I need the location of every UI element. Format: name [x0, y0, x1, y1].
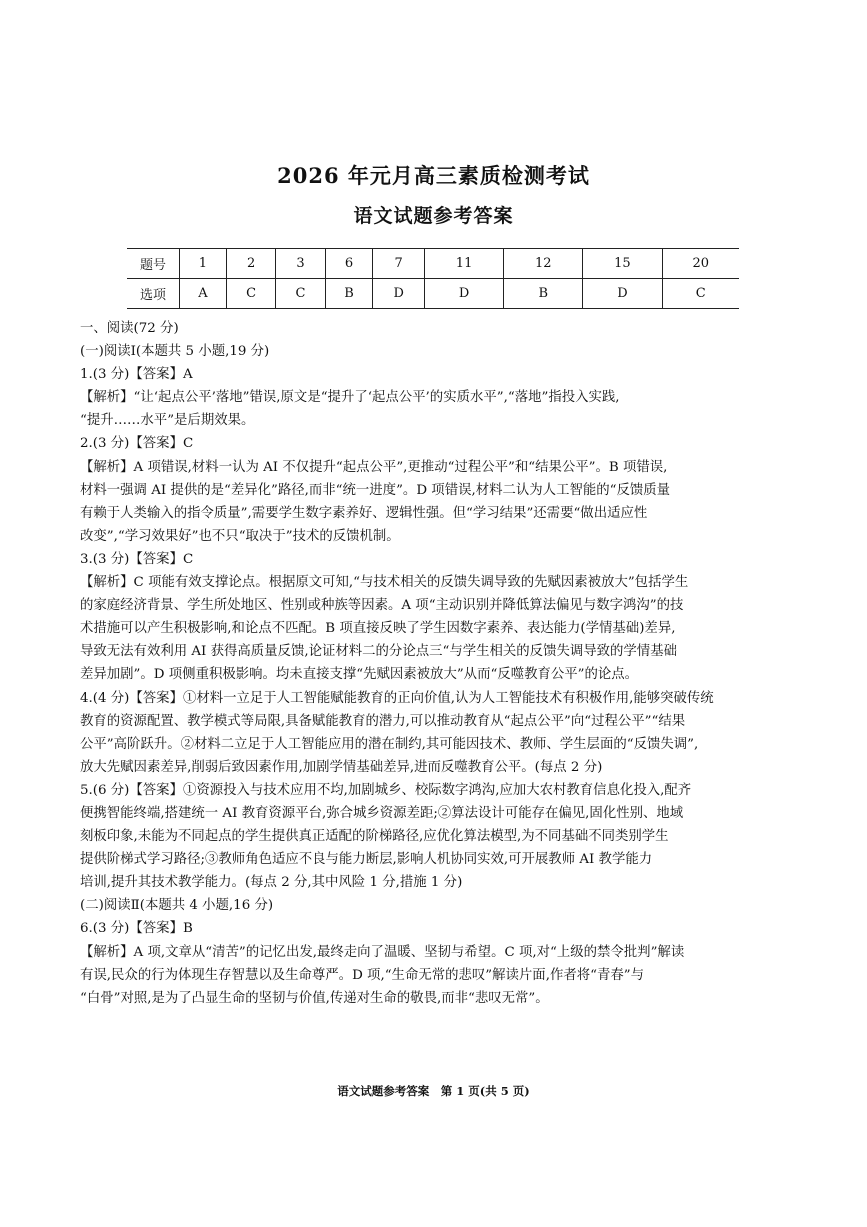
answer-option: C — [662, 279, 739, 309]
answer-table — [127, 248, 739, 309]
question-number: 15 — [583, 249, 662, 279]
answer-option: A — [180, 279, 227, 309]
explanation-line: “提升……水平”是后期效果。 — [80, 413, 255, 429]
answer-line: 提供阶梯式学习路径;③教师角色适应不良与能力断层,影响人机协同实效,可开展教师 AI 教学能力 — [80, 852, 653, 868]
explanation-line: 有误,民众的行为体现生存智慧以及生命尊严。D 项,“生命无常的悲叹”解读片面,作者将“青春”与 — [80, 967, 644, 983]
explanation-line: 【解析】A 项错误,材料一认为 AI 不仅提升“起点公平”,更推动“过程公平”和“结果公平”。B 项错误, — [80, 459, 668, 475]
answer-table-row-numbers — [127, 249, 739, 279]
question-number: 2 — [226, 249, 275, 279]
answer-option: B — [325, 279, 373, 309]
page-footer: 语文试题参考答案 第 1 页(共 5 页) — [337, 1084, 530, 1098]
explanation-line: 【解析】C 项能有效支撑论点。根据原文可知,“与技术相关的反馈失调导致的先赋因素被放大”包括学生 — [80, 575, 689, 591]
page-title: 2026 年元月高三素质检测考试 — [277, 163, 590, 188]
question-answer: 2.(3 分)【答案】C — [80, 436, 194, 452]
explanation-line: 有赖于人类输入的指令质量”,需要学生数字素养好、逻辑性强。但“学习结果”还需要“做出适应性 — [80, 505, 648, 521]
explanation-line: 导致无法有效利用 AI 获得高质量反馈,论证材料二的分论点三“与学生相关的反馈失调导致的学情基础 — [80, 644, 677, 660]
question-answer: 5.(6 分)【答案】①资源投入与技术应用不均,加剧城乡、校际数字鸿沟,应加大农村教育信息化投入,配齐 — [80, 782, 692, 798]
answer-line: 公平”高阶跃升。②材料二立足于人工智能应用的潜在制约,其可能因技术、教师、学生层面的“反馈失调”, — [80, 736, 699, 752]
answer-option: B — [504, 279, 583, 309]
explanation-line: 改变”,“学习效果好”也不只“取决于”技术的反馈机制。 — [80, 528, 400, 544]
question-number: 12 — [504, 249, 583, 279]
question-number: 11 — [424, 249, 503, 279]
question-number: 6 — [325, 249, 373, 279]
subsection-heading: (一)阅读Ⅰ(本题共 5 小题,19 分) — [80, 344, 270, 360]
row-header-number: 题号 — [127, 249, 180, 279]
answer-line: 培训,提升其技术教学能力。(每点 2 分,其中风险 1 分,措施 1 分) — [80, 875, 463, 891]
explanation-line: 差异加剧”。D 项侧重积极影响。均未直接支撑“先赋因素被放大”从而“反噬教育公平”的论点。 — [80, 667, 639, 683]
answer-line: 便携智能终端,搭建统一 AI 教育资源平台,弥合城乡资源差距;②算法设计可能存在偏见,固化性别、地域 — [80, 805, 684, 821]
explanation-line: 【解析】A 项,文章从“清苦”的记忆出发,最终走向了温暖、坚韧与希望。C 项,对“上级的禁令批判”解读 — [80, 944, 685, 960]
question-answer: 3.(3 分)【答案】C — [80, 551, 194, 567]
explanation-line: 的家庭经济背景、学生所处地区、性别或种族等因素。A 项“主动识别并降低算法偏见与数字鸿沟”的技 — [80, 598, 684, 614]
answer-option: D — [424, 279, 503, 309]
question-number: 7 — [373, 249, 425, 279]
explanation-line: 【解析】“让‘起点公平’落地”错误,原文是“提升了‘起点公平’的实质水平”,“落地”指投入实践, — [80, 390, 620, 406]
row-header-option: 选项 — [127, 279, 180, 309]
question-number: 20 — [662, 249, 739, 279]
explanation-line: 术措施可以产生积极影响,和论点不匹配。B 项直接反映了学生因数字素养、表达能力(学情基础)差异, — [80, 621, 676, 637]
answer-option: C — [276, 279, 325, 309]
answer-table-row-options — [127, 279, 739, 309]
answer-option: D — [583, 279, 662, 309]
explanation-line: 材料一强调 AI 提供的是“差异化”路径,而非“统一进度”。D 项错误,材料二认为人工智能的“反馈质量 — [80, 482, 671, 498]
answer-option: D — [373, 279, 425, 309]
question-number: 1 — [180, 249, 227, 279]
answer-line: 放大先赋因素差异,削弱后致因素作用,加剧学情基础差异,进而反噬教育公平。(每点 2 分) — [80, 759, 603, 775]
page-subtitle: 语文试题参考答案 — [353, 205, 514, 227]
section-heading: 一、阅读(72 分) — [80, 321, 179, 336]
answer-line: 刻板印象,未能为不同起点的学生提供真正适配的阶梯路径,应优化算法模型,为不同基础不同类别学生 — [80, 829, 669, 845]
answer-option: C — [226, 279, 275, 309]
question-answer: 1.(3 分)【答案】A — [80, 367, 193, 383]
question-number: 3 — [276, 249, 325, 279]
answer-content — [80, 317, 786, 1010]
subsection-heading: (二)阅读Ⅱ(本题共 4 小题,16 分) — [80, 898, 274, 914]
answer-line: 教育的资源配置、教学模式等局限,具备赋能教育的潜力,可以推动教育从“起点公平”向“过程公平”“结果 — [80, 713, 686, 729]
question-answer: 6.(3 分)【答案】B — [80, 921, 193, 937]
question-answer: 4.(4 分)【答案】①材料一立足于人工智能赋能教育的正向价值,认为人工智能技术有积极作用,能够突破传统 — [80, 690, 714, 706]
explanation-line: “白骨”对照,是为了凸显生命的坚韧与价值,传递对生命的敬畏,而非“悲叹无常”。 — [80, 990, 549, 1006]
